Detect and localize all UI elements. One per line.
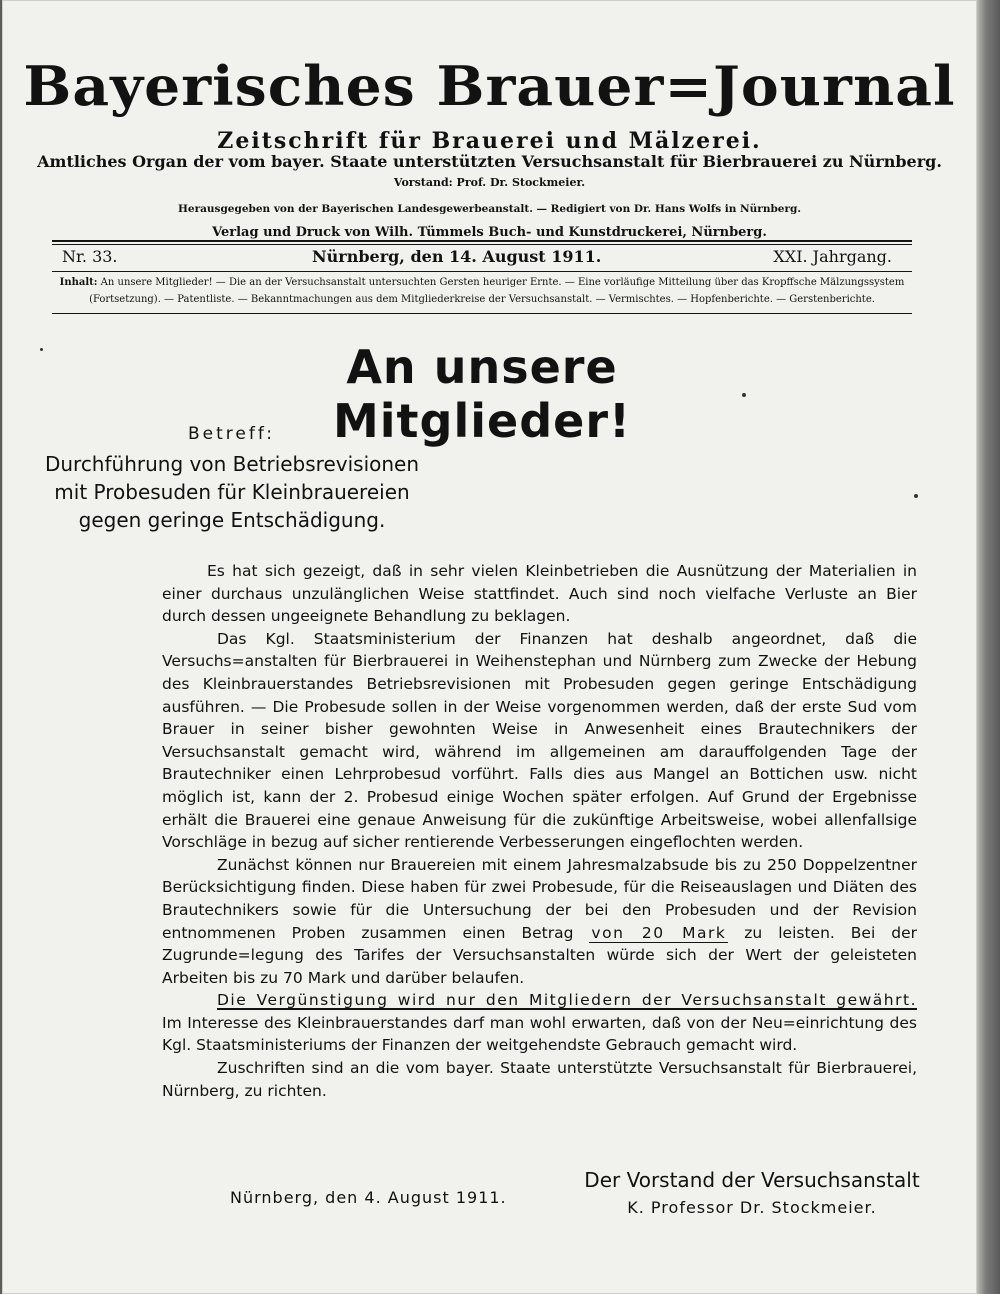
ink-speck bbox=[914, 494, 918, 498]
paragraph-2: Das Kgl. Staatsministerium der Finanzen hat deshalb angeordnet, daß die Versuchs=anstalten für Bierbrauerei in Weihenstephan und Nürnberg zum Zwecke der Hebung des Kleinbrauerstandes Betriebsrevisionen mit Probesuden gegen geringe Entschädigung ausführen. — Die Probesude sollen in der Weise vorgenommen werden, daß der erste Sud vom Brauer in seiner bisher gewohnten Weise in Anwesenheit eines Brautechnikers der Versuchsanstalt gemacht wird, während im allgemeinen am darauffolgenden Tage der Brautechniker einen Lehrprobesud vorführt. Falls dies aus Mangel an Bottichen usw. nicht möglich ist, kann der 2. Probesud einige Wochen später erfolgen. Auf Grund der Ergebnisse erhält die Brauerei eine genaue Anweisung für die zukünftige Arbeitsweise, wobei allenfallsige Vorschläge in bezug auf sicher rentierende Verbesserungen eingeflochten werden. bbox=[162, 629, 917, 852]
paragraph-3-part-a: Zunächst können nur Brauereien mit einem Jahresmalzabsude bis zu 250 Doppelzentner Berücksichtigung finden. Diese haben für zwei Probesude, für die Reiseauslagen und Diäten des Brautechnikers sowie für die Untersuchung der bei den Probesuden und der Revision entnommenen Proben zusammen einen Betrag bbox=[162, 855, 917, 942]
amount-emphasis: von 20 Mark bbox=[591, 923, 727, 942]
article-subject bbox=[42, 450, 422, 534]
masthead-board: Vorstand: Prof. Dr. Stockmeier. bbox=[393, 176, 586, 189]
ink-speck bbox=[40, 348, 43, 351]
masthead-title: Bayerisches Brauer=Journal bbox=[23, 54, 956, 118]
signature-date: Nürnberg, den 4. August 1911. bbox=[230, 1188, 507, 1207]
subject-line-3: gegen geringe Entschädigung. bbox=[78, 508, 386, 532]
issue-number: Nr. 33. bbox=[62, 247, 118, 266]
paragraph-3-part-b: zu leisten. Bei der Zugrunde=legung des Tarifes der Versuchsanstalten würde sich der Wert der geleisteten Arbeiten bis zu 70 Mark und darüber belaufen. bbox=[162, 923, 917, 987]
subject-line-1: Durchführung von Betriebsrevisionen bbox=[44, 452, 420, 476]
issue-line bbox=[62, 247, 892, 271]
article-headline: An unsere Mitglieder! bbox=[333, 340, 631, 448]
ink-speck bbox=[742, 393, 746, 397]
page-binding-edge bbox=[977, 0, 1000, 1294]
paragraph-4-rest: Im Interesse des Kleinbrauerstandes darf man wohl erwarten, daß von der Neu=einrichtung des Kgl. Staatsministeriums der Finanzen der weitgehendste Gebrauch gemacht wird. bbox=[162, 1013, 917, 1055]
contents-text: An unsere Mitglieder! — Die an der Versuchsanstalt untersuchten Gersten heuriger Ernte. — Eine vorläufige Mitteilung über das Kropffsche Mälzungssystem (Fortsetzung). — Patentliste. — Bekanntmachungen aus dem Mitgliederkreise der Versuchsanstalt. — Vermischtes. — Hopfenberichte. — Gerstenberichte. bbox=[89, 277, 905, 305]
paragraph-3 bbox=[162, 854, 917, 990]
journal-page bbox=[2, 0, 977, 1294]
masthead-publisher: Herausgegeben von der Bayerischen Landesgewerbeanstalt. — Redigiert von Dr. Hans Wolfs in Nürnberg. bbox=[177, 203, 802, 215]
paragraph-4 bbox=[162, 989, 917, 1057]
paragraph-1: Es hat sich gezeigt, daß in sehr vielen Kleinbetrieben die Ausnützung der Materialien in einer durchaus unzulänglichen Weise stattfindet. Auch sind noch vielfache Verluste an Bier durch dessen ungeeignete Behandlung zu beklagen. bbox=[162, 562, 917, 626]
masthead-rule-thin bbox=[52, 244, 912, 245]
masthead-subtitle: Zeitschrift für Brauerei und Mälzerei. bbox=[217, 128, 762, 154]
masthead-rule-thick bbox=[52, 240, 912, 242]
signature-name: K. Professor Dr. Stockmeier. bbox=[627, 1198, 877, 1217]
members-only-notice: Die Vergünstigung wird nur den Mitgliedern der Versuchsanstalt gewährt. bbox=[217, 991, 917, 1010]
issue-rule bbox=[52, 271, 912, 272]
masthead-organ: Amtliches Organ der vom bayer. Staate unterstützten Versuchsanstalt für Bierbrauerei zu Nürnberg. bbox=[37, 152, 942, 171]
article-body bbox=[162, 560, 917, 1102]
table-of-contents bbox=[52, 274, 912, 308]
article-betreff-label: Betreff: bbox=[188, 424, 275, 444]
signature-organization: Der Vorstand der Versuchsanstalt bbox=[584, 1168, 920, 1192]
paragraph-5: Zuschriften sind an die vom bayer. Staate unterstützte Versuchsanstalt für Bierbrauerei, Nürnberg, zu richten. bbox=[162, 1059, 917, 1100]
contents-rule bbox=[52, 313, 912, 314]
issue-place-date: Nürnberg, den 14. August 1911. bbox=[312, 247, 602, 266]
issue-volume: XXI. Jahrgang. bbox=[773, 247, 892, 266]
masthead-printer: Verlag und Druck von Wilh. Tümmels Buch- und Kunstdruckerei, Nürnberg. bbox=[212, 225, 767, 240]
contents-label: Inhalt: bbox=[59, 277, 98, 288]
subject-line-2: mit Probesuden für Kleinbrauereien bbox=[54, 480, 410, 504]
